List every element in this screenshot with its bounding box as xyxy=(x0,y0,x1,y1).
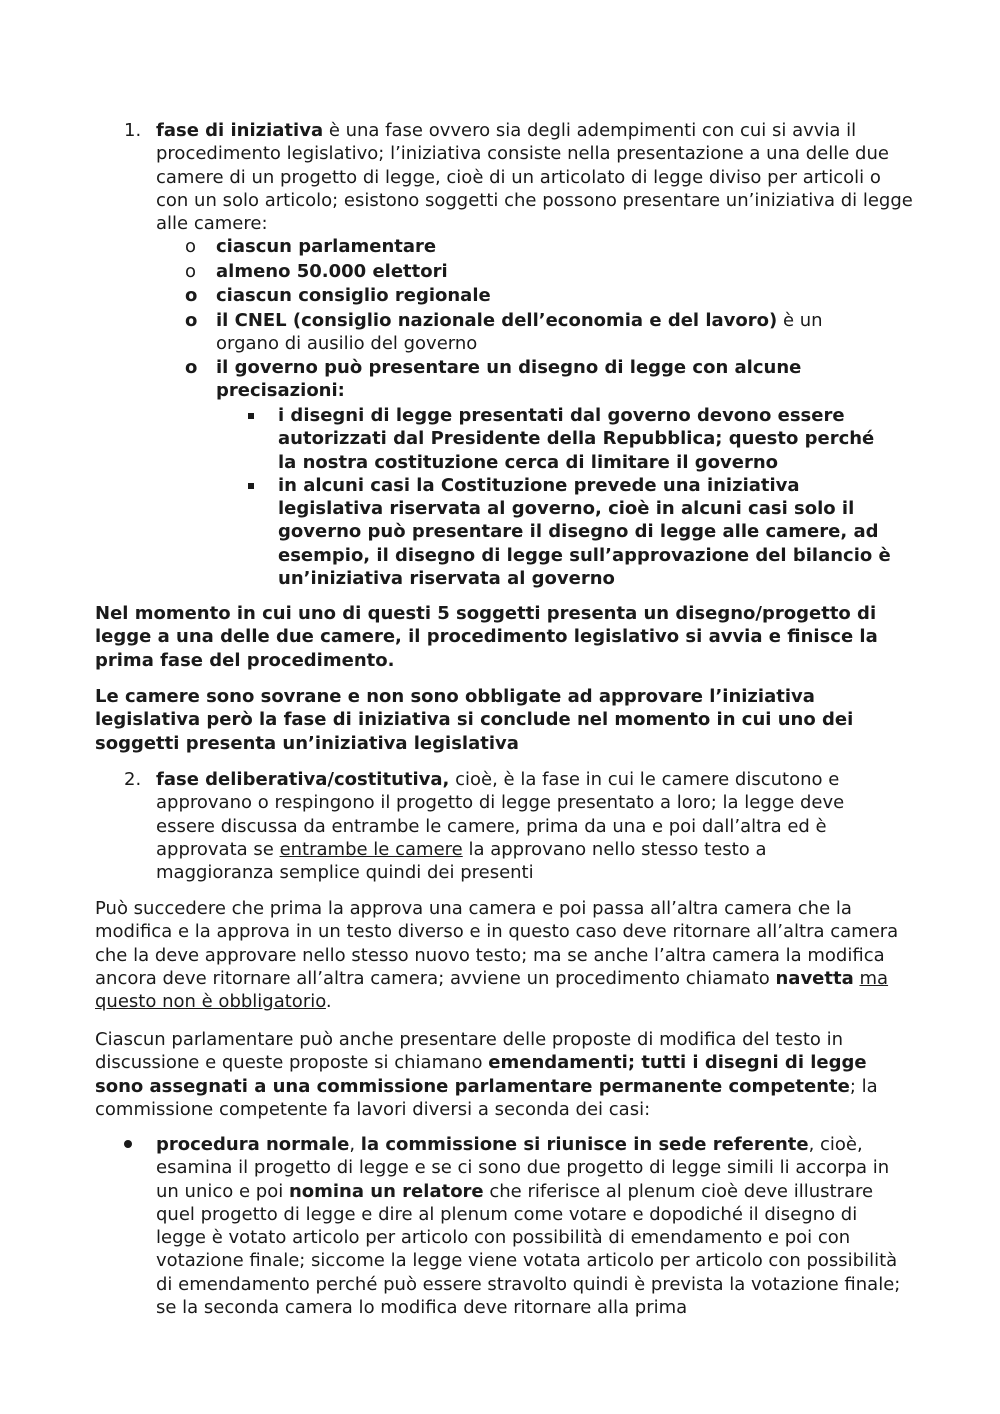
list-item-fase-iniziativa xyxy=(124,119,914,235)
item-text: è una fase ovvero sia degli adempimenti con cui si avvia il procedimento legislativo; l’iniziativa consiste nella presentazione a una delle due camere di un progetto di legge, cioè di un articolato di legge diviso per articoli o con un solo articolo; esistono soggetti che possono presentare un’iniziativa di legge alle camere: xyxy=(156,120,913,235)
paragraph-text: ; la commissione competente fa lavori diversi a seconda dei casi: xyxy=(95,1075,878,1120)
paragraph: Nel momento in cui uno di questi 5 soggetti presenta un disegno/progetto di legge a una delle due camere, il procedimento legislativo si avvia e finisce la prima fase del procedimento. xyxy=(95,603,878,671)
item-text: , cioè, esamina il progetto di legge e se ci sono due progetto di legge simili li accorpa in un unico e poi xyxy=(156,1134,890,1202)
list-item xyxy=(185,284,885,309)
term-bold: fase deliberativa/costitutiva, xyxy=(156,769,450,790)
bullet-o-icon: o xyxy=(185,357,198,379)
item-text: che riferisce al plenum cioè deve illustrare quel progetto di legge e dire al plenum come votare e dopodiché il disegno di legge è votato articolo per articolo con possibilità di emendamento e poi con votazione finale; siccome la legge viene votata articolo per articolo con possibilità di emendamento perché può essere stravolto quindi è prevista la votazione finale; se la seconda camera lo modifica deve ritornare alla prima xyxy=(156,1180,901,1319)
list-item xyxy=(185,260,885,285)
paragraph xyxy=(95,897,905,1013)
paragraph-text: Può succedere che prima la approva una camera e poi passa all’altra camera che la modifica e la approva in un testo diverso e in questo caso deve ritornare all’altra camera che la deve approvare nello stesso nuovo testo; ma se anche l’altra camera la modifica ancora deve ritornare all’altra camera; avviene un procedimento chiamato xyxy=(95,898,899,989)
list-item xyxy=(185,235,885,260)
period: . xyxy=(325,991,332,1013)
item-text: la approvano nello stesso testo a maggioranza semplice quindi dei presenti xyxy=(156,838,767,884)
paragraph: Le camere sono sovrane e non sono obbligate ad approvare l’iniziativa legislativa però la fase di iniziativa si conclude nel momento in cui uno dei soggetti presenta un’iniziativa legislativa xyxy=(95,686,854,754)
term-bold: emendamenti; tutti i disegni di legge sono assegnati a una commissione parlamentare permanente competente xyxy=(95,1052,867,1097)
term-bold: navetta xyxy=(775,967,854,989)
list-item-text xyxy=(156,768,874,884)
subject-text: il governo può presentare un disegno di legge con alcune precisazioni: xyxy=(216,357,802,402)
underlined-text: ma questo non è obbligatorio xyxy=(95,967,889,1013)
bullet-o-icon: o xyxy=(185,309,198,331)
subject-text: ciascun parlamentare xyxy=(216,236,437,257)
list-item xyxy=(185,309,885,356)
list-item-procedura-normale xyxy=(124,1133,904,1319)
term-bold: la commissione si riunisce in sede referente xyxy=(360,1134,809,1155)
precisazione-text: in alcuni casi la Costituzione prevede una iniziativa legislativa riservata al governo, cioè in alcuni casi solo il governo può presentare il disegno di legge alle camere, ad esempio, il disegno di legge sull’approvazione del bilancio è un’iniziativa riservata al governo xyxy=(278,474,891,590)
list-item-text xyxy=(156,119,914,235)
subjects-list xyxy=(185,235,885,403)
subject-text xyxy=(216,309,885,356)
precisazioni-list xyxy=(248,404,898,590)
paragraph-text: Ciascun parlamentare può anche presentare delle proposte di modifica del testo in discussione e queste proposte si chiamano xyxy=(95,1029,844,1074)
term-bold: fase di iniziativa xyxy=(156,120,324,141)
bullet-o-icon: o xyxy=(185,260,197,282)
list-number: 2. xyxy=(124,769,142,790)
square-bullet-icon xyxy=(248,483,254,489)
list-item xyxy=(248,474,898,590)
subject-text: ciascun consiglio regionale xyxy=(216,285,491,306)
bullet-dot-icon xyxy=(124,1140,132,1148)
underlined-text: entrambe le camere xyxy=(279,838,463,860)
subject-bold: il CNEL (consiglio nazionale dell’economia e del lavoro) xyxy=(216,309,778,331)
list-number: 1. xyxy=(124,120,142,141)
list-item-text xyxy=(156,1133,904,1319)
subject-text: almeno 50.000 elettori xyxy=(216,260,448,282)
bullet-o-icon: o xyxy=(185,236,197,257)
square-bullet-icon xyxy=(248,413,254,419)
precisazione-text: i disegni di legge presentati dal governo devono essere autorizzati dal Presidente della Repubblica; questo perché la nostra costituzione cerca di limitare il governo xyxy=(278,405,875,473)
term-bold: procedura normale xyxy=(156,1134,350,1155)
paragraph xyxy=(95,1028,905,1121)
term-bold: nomina un relatore xyxy=(288,1180,484,1202)
subject-note: è un organo di ausilio del governo xyxy=(216,309,823,354)
bullet-o-icon: o xyxy=(185,285,198,306)
item-text: cioè, è la fase in cui le camere discutono e approvano o respingono il progetto di legge presentato a loro; la legge deve essere discussa da entrambe le camere, prima da una e poi dall’altra ed è approvata se xyxy=(156,769,845,860)
list-item-fase-deliberativa xyxy=(124,768,874,884)
separator: , xyxy=(349,1134,361,1155)
list-item xyxy=(185,356,885,403)
list-item xyxy=(248,404,898,474)
